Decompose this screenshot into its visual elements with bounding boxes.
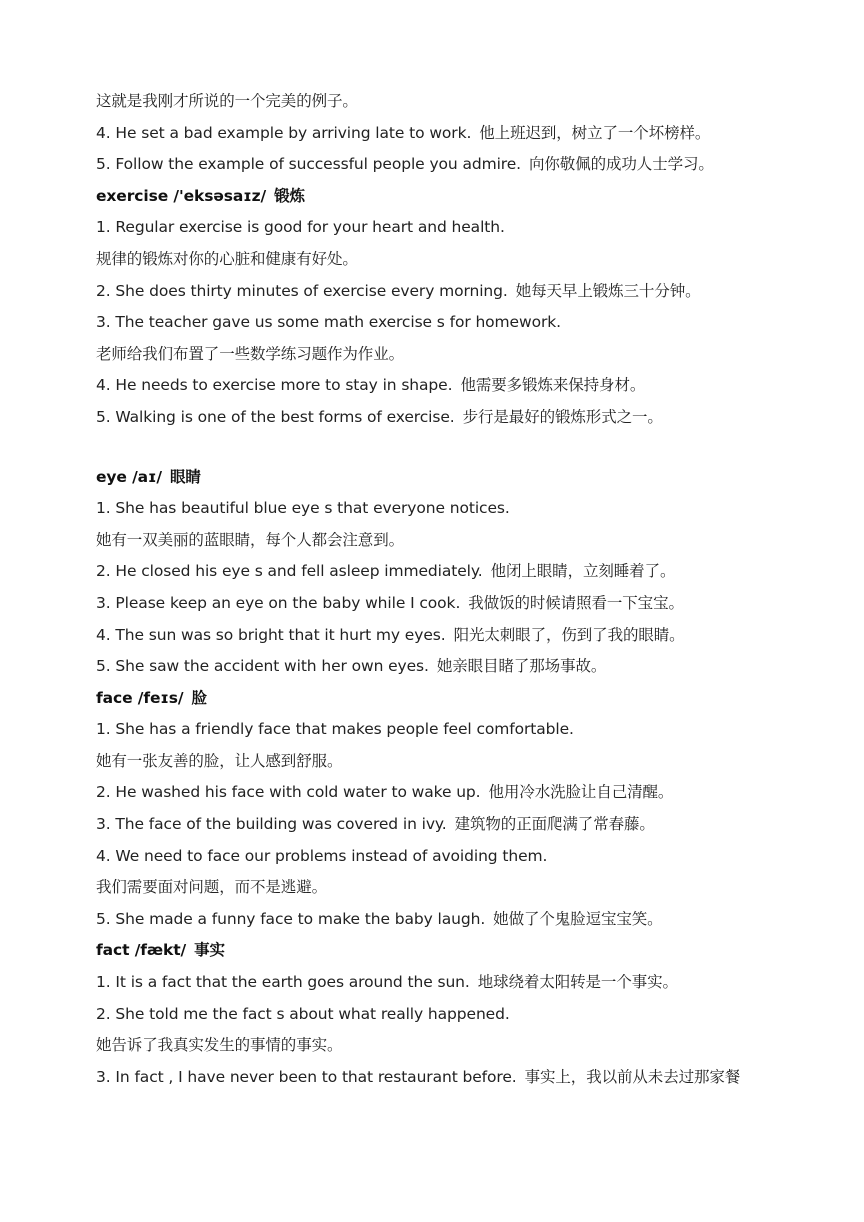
translation-line: [96, 746, 796, 778]
example-sentence: [96, 149, 796, 181]
example-sentence: [96, 777, 796, 809]
translation-text: 阳光太刺眼了，伤到了我的眼睛。: [453, 625, 685, 644]
translation-text: 建筑物的正面爬满了常春藤。: [454, 815, 655, 834]
word-meaning: 脸: [191, 688, 207, 707]
example-sentence: [96, 212, 796, 244]
english-text: 1. Regular exercise is good for your heart and health.: [96, 218, 505, 237]
english-text: 5. Follow the example of successful people you admire.: [96, 155, 521, 174]
translation-text: 地球绕着太阳转是一个事实。: [477, 973, 678, 992]
translation-text: 她亲眼目睹了那场事故。: [436, 657, 607, 676]
translation-line: [96, 1030, 796, 1062]
translation-text: 她做了个鬼脸逗宝宝笑。: [493, 909, 663, 928]
example-sentence: [96, 307, 796, 339]
example-sentence: [96, 556, 796, 588]
word-heading-fact: [96, 935, 796, 967]
blank-spacer: [96, 434, 796, 462]
translation-line: [96, 872, 796, 904]
example-sentence: [96, 999, 796, 1031]
english-text: 4. He needs to exercise more to stay in shape.: [96, 376, 453, 395]
translation-text: 他需要多锻炼来保持身材。: [460, 376, 646, 395]
example-sentence: [96, 118, 796, 150]
english-text: 1. She has beautiful blue eye s that everyone notices.: [96, 499, 510, 518]
word-heading-eye: [96, 462, 796, 494]
word-phonetic: exercise /'eksəsaɪz/: [96, 186, 267, 205]
translation-text: 老师给我们布置了一些数学练习题作为作业。: [96, 344, 405, 363]
english-text: 3. The teacher gave us some math exercise s for homework.: [96, 313, 561, 332]
english-text: 1. It is a fact that the earth goes around the sun.: [96, 973, 470, 992]
example-sentence: [96, 620, 796, 652]
document-page: [96, 86, 796, 1093]
translation-text: 这就是我刚才所说的一个完美的例子。: [96, 92, 358, 110]
word-heading-face: [96, 683, 796, 715]
example-sentence: [96, 809, 796, 841]
example-sentence: [96, 651, 796, 683]
example-sentence: [96, 588, 796, 620]
english-text: 2. He washed his face with cold water to wake up.: [96, 783, 481, 802]
translation-line: [96, 525, 796, 557]
english-text: 3. The face of the building was covered in ivy.: [96, 815, 447, 834]
translation-text: 他用冷水洗脸让自己清醒。: [488, 783, 674, 802]
translation-text: 她有一双美丽的蓝眼睛，每个人都会注意到。: [96, 530, 405, 549]
translation-text: 步行是最好的锻炼形式之一。: [462, 407, 663, 426]
word-phonetic: eye /aɪ/: [96, 467, 162, 486]
translation-text: 她每天早上锻炼三十分钟。: [515, 281, 701, 300]
english-text: 2. He closed his eye s and fell asleep immediately.: [96, 562, 483, 581]
translation-text: 向你敬佩的成功人士学习。: [529, 155, 714, 174]
english-text: 4. He set a bad example by arriving late to work.: [96, 123, 472, 142]
english-text: 5. She made a funny face to make the baby laugh.: [96, 909, 486, 928]
translation-text: 事实上，我以前从未去过那家餐: [524, 1067, 741, 1086]
example-sentence: [96, 402, 796, 434]
word-meaning: 事实: [194, 941, 225, 960]
example-sentence: [96, 276, 796, 308]
translation-text: 我做饭的时候请照看一下宝宝。: [468, 593, 684, 612]
translation-text: 他上班迟到，树立了一个坏榜样。: [479, 123, 711, 142]
word-heading-exercise: [96, 181, 796, 213]
translation-line: [96, 339, 796, 371]
english-text: 2. She does thirty minutes of exercise every morning.: [96, 281, 508, 300]
example-sentence: [96, 370, 796, 402]
english-text: 3. Please keep an eye on the baby while I cook.: [96, 593, 461, 612]
translation-text: 他闭上眼睛，立刻睡着了。: [490, 562, 676, 581]
example-sentence: [96, 714, 796, 746]
translation-text: 我们需要面对问题，而不是逃避。: [96, 878, 328, 897]
word-phonetic: fact /fækt/: [96, 941, 187, 960]
word-meaning: 眼睛: [169, 467, 201, 486]
example-sentence: [96, 904, 796, 936]
english-text: 2. She told me the fact s about what really happened.: [96, 1004, 510, 1023]
english-text: 3. In fact , I have never been to that restaurant before.: [96, 1067, 517, 1086]
english-text: 5. Walking is one of the best forms of exercise.: [96, 407, 455, 426]
translation-text: 她告诉了我真实发生的事情的事实。: [96, 1036, 343, 1055]
example-sentence: [96, 841, 796, 873]
english-text: 1. She has a friendly face that makes people feel comfortable.: [96, 720, 574, 739]
example-sentence: [96, 967, 796, 999]
translation-text: 她有一张友善的脸，让人感到舒服。: [96, 751, 343, 770]
word-phonetic: face /feɪs/: [96, 688, 184, 707]
english-text: 4. We need to face our problems instead of avoiding them.: [96, 846, 548, 865]
example-sentence: [96, 1062, 796, 1094]
english-text: 5. She saw the accident with her own eyes.: [96, 657, 429, 676]
english-text: 4. The sun was so bright that it hurt my eyes.: [96, 625, 446, 644]
translation-text: 规律的锻炼对你的心脏和健康有好处。: [96, 249, 358, 268]
example-sentence: [96, 493, 796, 525]
translation-line: [96, 244, 796, 276]
word-meaning: 锻炼: [274, 186, 305, 205]
text-line: [96, 86, 796, 118]
